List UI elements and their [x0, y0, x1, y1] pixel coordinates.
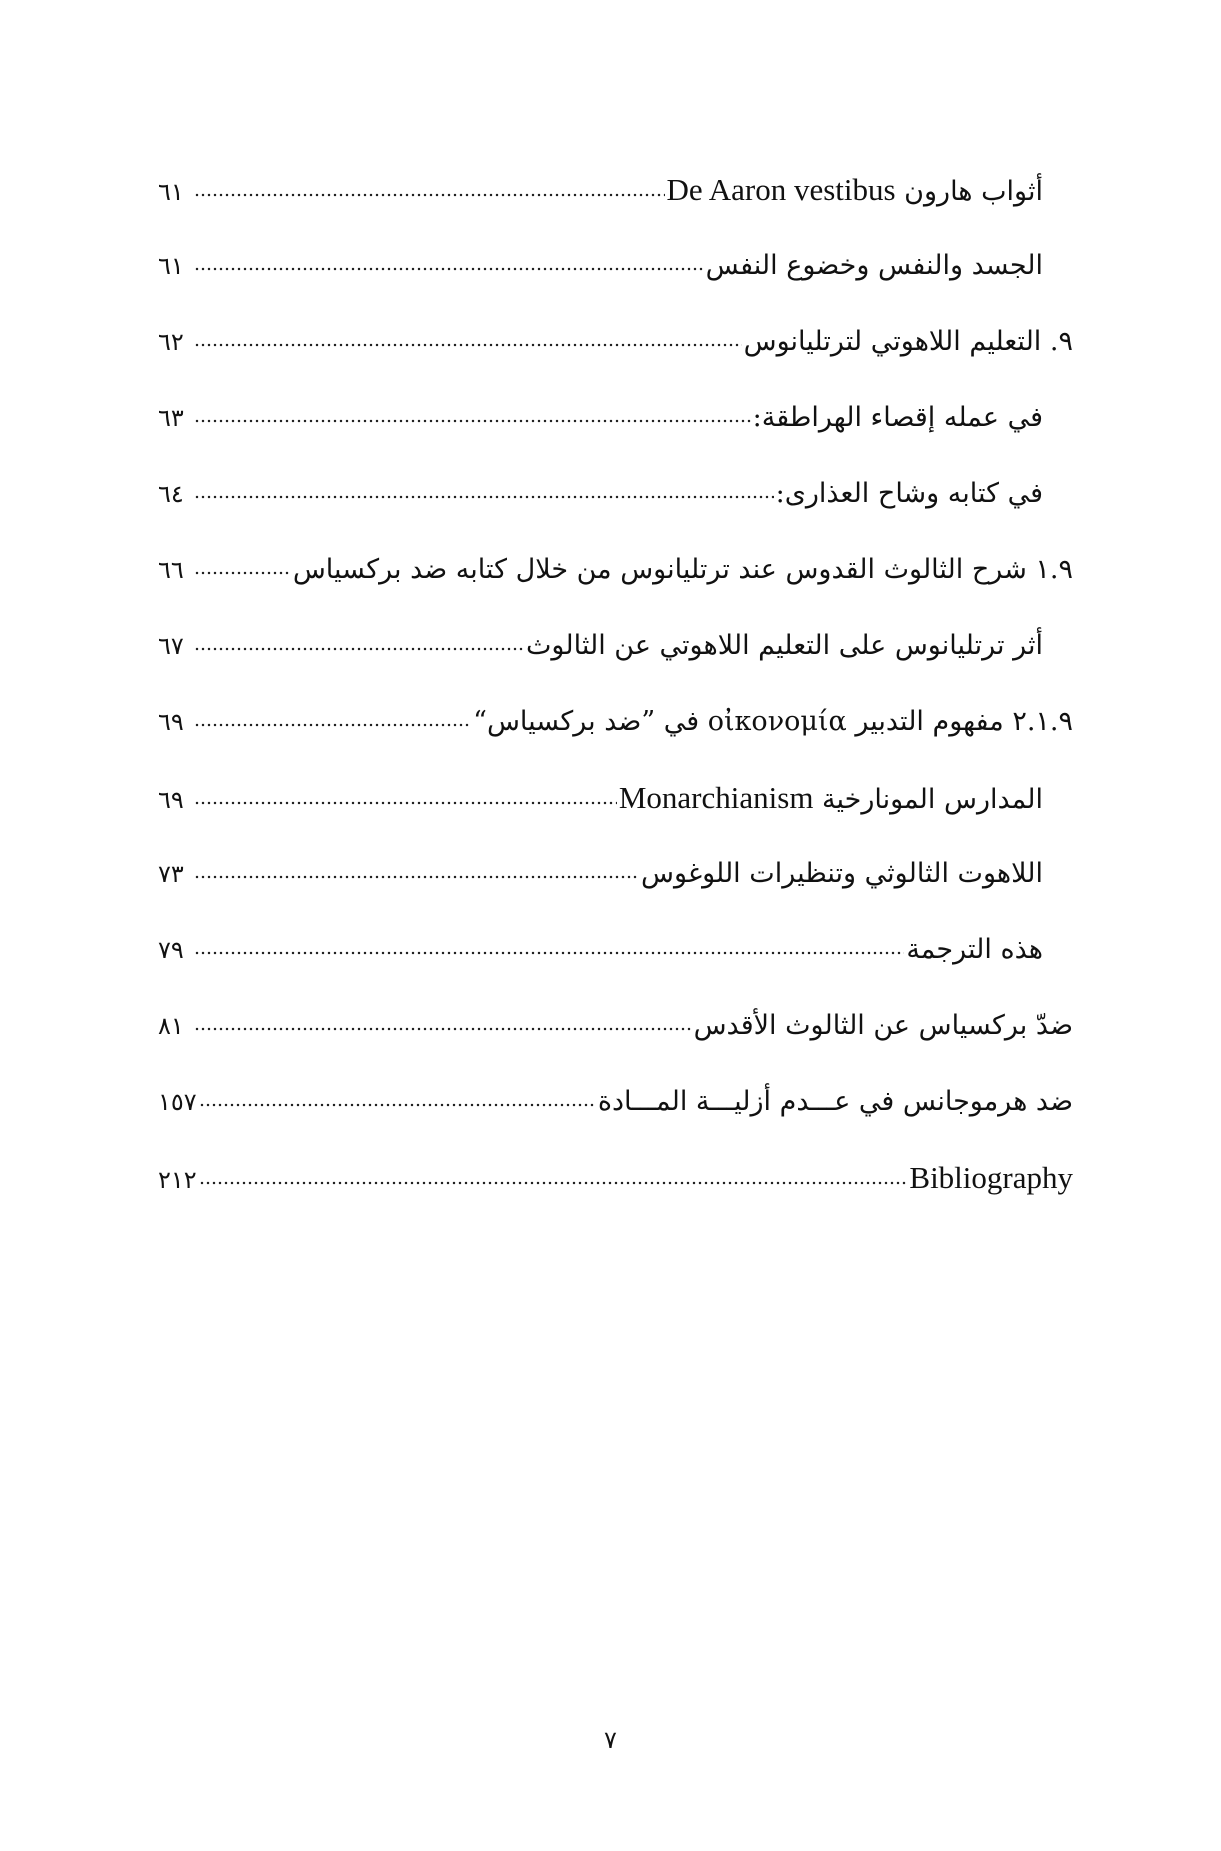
dot-leader — [194, 723, 471, 727]
toc-title-latin: Bibliography — [909, 1160, 1073, 1195]
dot-leader — [194, 193, 665, 197]
toc-entry-title — [667, 160, 1043, 222]
toc-entry-title — [473, 692, 1073, 752]
toc-title-arabic: المدارس المونارخية — [813, 784, 1043, 815]
dot-leader — [194, 267, 704, 271]
toc-page-number: ٨١ — [158, 1012, 184, 1040]
dot-leader — [199, 1181, 908, 1185]
toc-page-number: ٦٦ — [158, 556, 184, 584]
dot-leader — [194, 801, 617, 805]
toc-entry[interactable] — [158, 616, 1073, 692]
toc-page-number: ٦١ — [158, 178, 184, 206]
toc-page-number: ٦٤ — [158, 480, 184, 508]
toc-entry[interactable] — [158, 236, 1073, 312]
toc-entry[interactable] — [158, 844, 1073, 920]
toc-entry-title — [598, 1072, 1073, 1132]
toc-entry-title — [293, 540, 1073, 600]
toc-entry[interactable] — [158, 768, 1073, 844]
toc-title-arabic: أثواب هارون — [895, 176, 1043, 207]
toc-page-number: ٦٣ — [158, 404, 184, 432]
table-of-contents — [158, 160, 1073, 1224]
toc-entry[interactable] — [158, 920, 1073, 996]
page-number: ٧ — [604, 1726, 617, 1754]
toc-entry-title — [526, 616, 1043, 676]
toc-page-number: ٧٣ — [158, 860, 184, 888]
dot-leader — [199, 1103, 596, 1107]
toc-entry-title — [706, 236, 1043, 296]
toc-page-number: ٦٢ — [158, 328, 184, 356]
toc-entry[interactable] — [158, 1072, 1073, 1148]
dot-leader — [194, 1027, 692, 1031]
dot-leader — [194, 419, 751, 423]
toc-title-arabic: ٩. التعليم اللاهوتي لترتليانوس — [743, 326, 1073, 357]
toc-title-latin: De Aaron vestibus — [666, 172, 896, 207]
toc-page-number: ٦٩ — [158, 708, 184, 736]
dot-leader — [194, 647, 524, 651]
dot-leader — [194, 571, 291, 575]
toc-page-number: ٦٧ — [158, 632, 184, 660]
toc-entry[interactable] — [158, 692, 1073, 768]
toc-entry-title — [906, 920, 1043, 980]
toc-entry-title — [619, 768, 1043, 830]
toc-entry-title — [776, 464, 1043, 524]
toc-entry[interactable] — [158, 388, 1073, 464]
toc-title-arabic: في كتابه وشاح العذارى: — [775, 478, 1043, 509]
toc-title-arabic: في عمله إقصاء الهراطقة: — [752, 402, 1043, 433]
dot-leader — [194, 951, 904, 955]
toc-entry[interactable] — [158, 996, 1073, 1072]
toc-title-arabic: ضدّ بركسياس عن الثالوث الأقدس — [693, 1010, 1073, 1041]
toc-title-arabic: هذه الترجمة — [906, 934, 1043, 965]
dot-leader — [194, 343, 742, 347]
toc-title-arabic: ضد هرموجانس في عـــدم أزليـــة المـــادة — [597, 1086, 1073, 1117]
toc-page-number: ٦٩ — [158, 786, 184, 814]
toc-title-arabic: الجسد والنفس وخضوع النفس — [705, 250, 1043, 281]
toc-page-number: ١٥٧ — [158, 1088, 197, 1116]
toc-entry[interactable] — [158, 1148, 1073, 1224]
toc-page-number: ٢١٢ — [158, 1166, 197, 1194]
toc-title-latin: Monarchianism — [618, 780, 814, 815]
toc-page-number: ٦١ — [158, 252, 184, 280]
toc-entry-title — [694, 996, 1073, 1056]
toc-title-arabic: اللاهوت الثالوثي وتنظيرات اللوغوس — [641, 858, 1043, 889]
toc-entry-title — [753, 388, 1043, 448]
toc-entry-title — [909, 1148, 1073, 1210]
toc-entry-title — [744, 312, 1073, 372]
toc-title-arabic: ١.٩ شرح الثالوث القدوس عند ترتليانوس من خلال كتابه ضد بركسياس — [292, 554, 1073, 585]
toc-entry[interactable] — [158, 160, 1073, 236]
toc-page-number: ٧٩ — [158, 936, 184, 964]
toc-entry-title — [641, 844, 1043, 904]
dot-leader — [194, 495, 774, 499]
toc-title-arabic: ٢.١.٩ مفهوم التدبير οἰκονομία في ”ضد بركسياس“ — [473, 706, 1073, 737]
toc-entry[interactable] — [158, 540, 1073, 616]
dot-leader — [194, 875, 639, 879]
toc-title-arabic: أثر ترتليانوس على التعليم اللاهوتي عن الثالوث — [526, 630, 1043, 661]
toc-entry[interactable] — [158, 312, 1073, 388]
toc-entry[interactable] — [158, 464, 1073, 540]
